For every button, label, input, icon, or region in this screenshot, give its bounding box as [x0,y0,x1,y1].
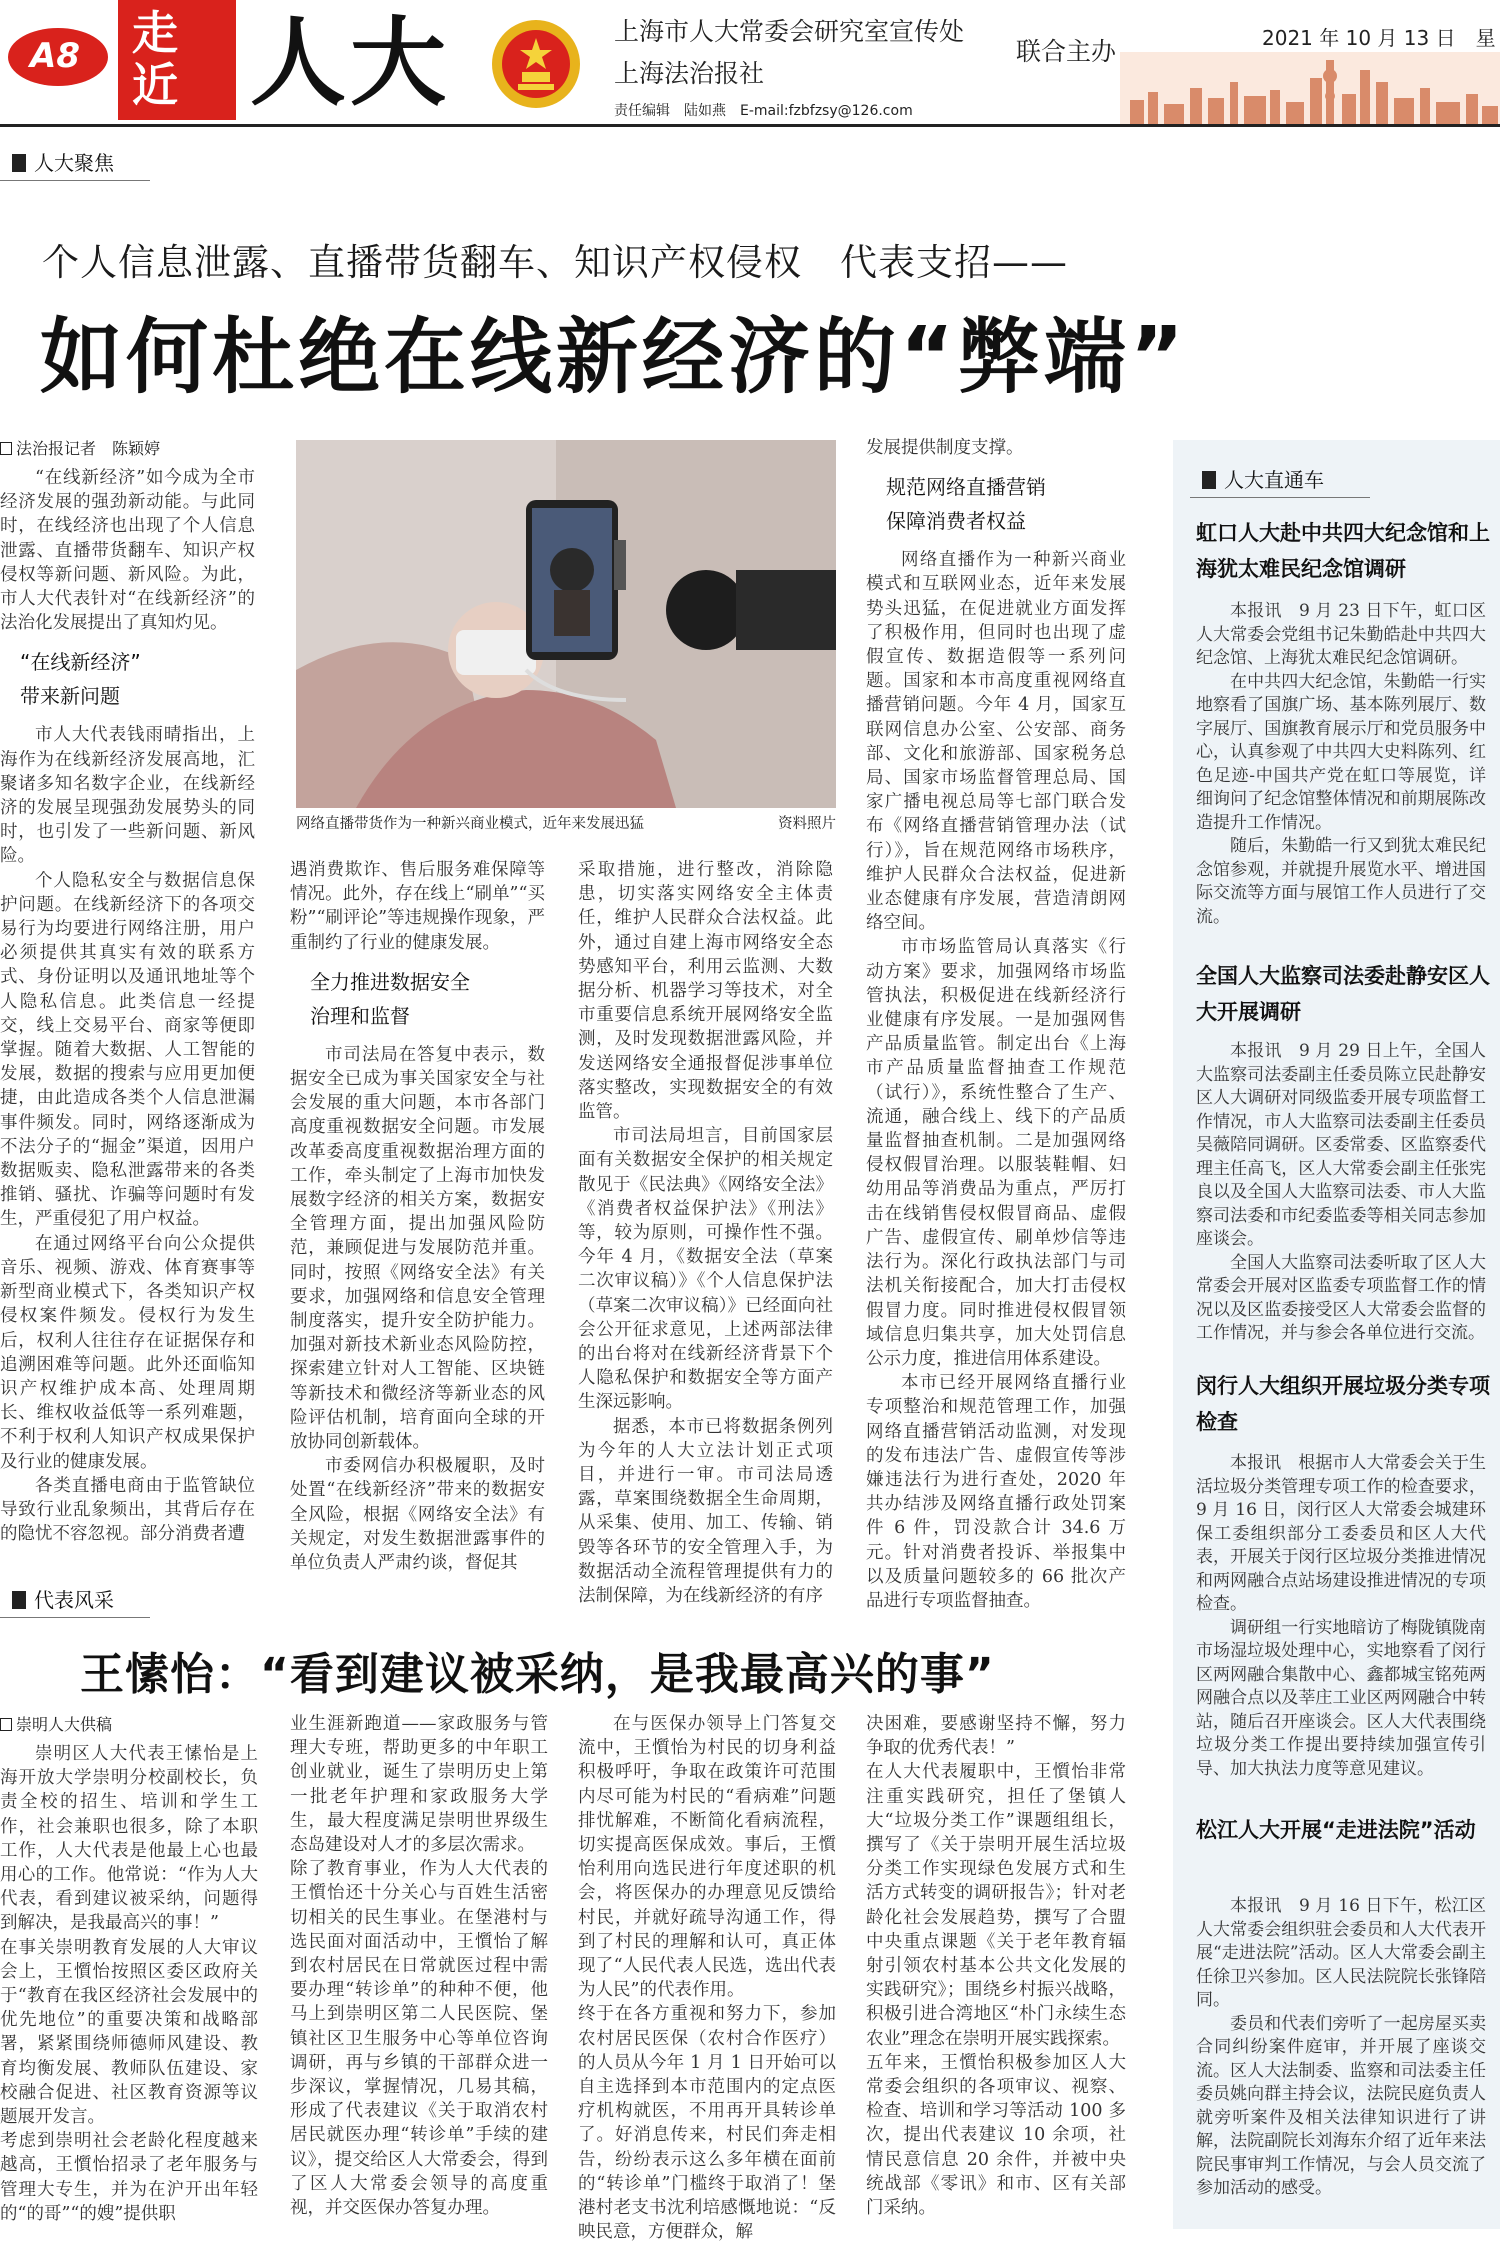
organizer-2: 上海法治报社 [614,59,765,88]
article-photo [296,440,836,808]
sidebar-section-tag [1190,462,1370,498]
page-number: A8 [30,36,80,76]
paragraph: “在线新经济”如今成为全市经济发展的强劲新动能。与此同时，在线经济也出现了个人信息泄露、直播带货翻车、知识产权侵权等新问题、新风险。为此，市人大代表针对“在线新经济”的法治化发展提出了真知灼见。 [0,468,255,634]
byline-text: 崇明人大供稿 [16,1715,113,1734]
subheading: “在线新经济” 带来新问题 [20,650,141,709]
editor-line: 责任编辑 陆如燕 E-mail:fzbfzsy@126.com [614,103,913,119]
paragraph: 本市已经开展网络直播行业专项整治和规范管理工作，加强网络直播营销活动监测，对发现的发布违法广告、虚假宣传等涉嫌违法行为进行查处，2020 年共办结涉及网络直播行政处罚案件 6 件，罚没款合计 34.6 万元。针对消费者投诉、举报集中以及质量问题较多的 66 批次产品进行专项监督抽查。 [866,1373,1126,1611]
sidebar-section-label: 人大直通车 [1224,468,1324,492]
paragraph: 采取措施，进行整改，消除隐患，切实落实网络安全主体责任，维护人民群众合法权益。此外，通过自建上海市网络安全态势感知平台，利用云监测、大数据分析、机器学习等技术，对全市重要信息系统开展网络安全监测，及时发现数据泄露风险，并发送网络安全通报督促涉事单位落实整改，实现数据安全的有效监管。 [578,860,833,1123]
paragraph: 委员和代表们旁听了一起房屋买卖合同纠纷案件庭审，并开展了座谈交流。区人大法制委、监察和司法委主任委员姚向群主持会议，法院民庭负责人就旁听案件及相关法律知识进行了讲解，法院副院长刘海东介绍了近年来法院民事审判工作情况，与会人员交流了参加活动的感受。 [1196,2013,1486,2198]
article2-column-2: 业生涯新跑道——家政服务与管理大专班，帮助更多的中年职工创业就业，诞生了崇明历史上第一批老年护理和家政服务大学生，最大程度满足崇明世界级生态岛建设对人才的多层次需求。 除了教育事业，作为人大代表的王懫怡还十分关心与百姓生活密切相关的民生事业。在堡港村与选民面对面活动中，王懫怡了解到农村居民在日常就医过程中需要办理“转诊单”的种种不便，他马上到崇明区第二人民医院、堡镇社区卫生服务中心等单位咨询调研，再与乡镇的干部群众进一步深议，掌握情况，几易其稿，形成了代表建议《关于取消农村居民就医办理“转诊单”手续的建议》，提交给区人大常委会，得到了区人大常委会领导的高度重视，并交医保办答复办理。 [290,1714,548,2219]
section-tag-representative [0,1582,114,1618]
paragraph: 在通过网络平台向公众提供音乐、视频、游戏、体育赛事等新型商业模式下，各类知识产权侵权案件频发。侵权行为发生后，权利人往往存在证据保存和追溯困难等问题。此外还面临知识产权维护成本高、处理周期长、维权收益低等一系列难题，不利于权利人知识产权成果保护及行业的健康发展。 [0,1233,255,1472]
sidebar-item-title: 全国人大监察司法委赴静安区人大开展调研 [1196,964,1490,1024]
section-tag-label: 人大聚焦 [34,151,114,175]
sidebar-item-body [1196,1895,1486,2215]
brand-title: 人大 [250,7,450,119]
photo-caption [296,812,836,833]
paragraph: 市委网信办积极履职，及时处置“在线新经济”带来的数据安全风险，根据《网络安全法》有关规定，对发生数据泄露事件的单位负责人严肃约谈，督促其 [290,1456,545,1574]
paragraph: 本报讯 9 月 16 日下午，松江区人大常委会组织驻会委员和人大代表开展“走进法院”活动。区人大常委会副主任徐卫兴参加。区人民法院院长张锋陪同。 [1196,1896,1486,2010]
byline [0,436,160,459]
paragraph: 市市场监管局认真落实《行动方案》要求，加强网络市场监管执法，积极促进在线新经济行业健康有序发展。一是加强网售产品质量监管。制定出台《上海市产品质量监督抽查工作规范（试行）》，系统性整合了生产、流通，融合线上、线下的产品质量监督抽查机制。二是加强网络侵权假冒治理。以服装鞋帽、妇幼用品等消费品为重点，严厉打击在线销售侵权假冒商品、虚假广告、虚假宣传、刷单炒信等违法行为。深化行政执法部门与司法机关衔接配合，加大打击侵权假冒力度。同时推进侵权假冒领域信息归集共享，加大处罚信息公示力度，推进信用体系建设。 [866,937,1126,1369]
byline-text: 法治报记者 陈颖婷 [16,439,161,458]
masthead [0,0,1500,128]
photo-caption-text: 网络直播带货作为一种新兴商业模式，近年来发展迅猛 [296,816,644,832]
paragraph: 在中共四大纪念馆，朱勤皓一行实地察看了国旗广场、基本陈列展厅、数字展厅、国旗教育展示厅和党员服务中心，认真参观了中共四大史料陈列、红色足迹-中国共产党在虹口等展览，详细询问了纪念馆整体情况和前期展陈改造提升工作情况。 [1196,671,1486,833]
article-column-1 [0,466,255,1545]
paragraph: 网络直播作为一种新兴商业模式和互联网业态，近年来发展势头迅猛，在促进就业方面发挥了积极作用，但同时也出现了虚假宣传、数据造假等一系列问题。国家和本市高度重视网络直播营销问题。今年 4 月，国家互联网信息办公室、公安部、商务部、文化和旅游部、国家税务总局、国家市场监督管理总局、国家广播电视总局等七部门联合发布《网络直播营销管理办法（试行）》，旨在规范网络市场秩序，维护人民群众合法权益，促进新业态健康有序发展，营造清朗网络空间。 [866,550,1126,934]
paragraph: 本报讯 9 月 23 日下午，虹口区人大常委会党组书记朱勤皓赴中共四大纪念馆、上海犹太难民纪念馆调研。 [1196,601,1486,668]
section-tag-renda-focus [0,145,1500,181]
issue-date: 2021 年 10 月 13 日 星 [1262,26,1496,50]
sidebar-item-body [1196,600,1486,929]
article-headline: 如何杜绝在线新经济的“弊端” [40,310,1188,405]
brand-char-2: 近 [132,58,178,112]
sidebar-item-body [1196,1040,1486,1346]
subheading: 规范网络直播营销 保障消费者权益 [886,475,1046,534]
paragraph: 据悉，本市已将数据条例列为今年的人大立法计划正式项目，并进行一审。市司法局透露，草案围绕数据全生命周期，从采集、使用、加工、传输、销毁等各环节的安全管理入手，为数据活动全流程管理提供有力的法制保障，为在线新经济的有序 [578,1416,833,1607]
skyline-illustration [1120,52,1500,124]
paragraph: 随后，朱勤皓一行又到犹太难民纪念馆参观，并就提升展览水平、增进国际交流等方面与展馆工作人员进行了交流。 [1196,836,1486,927]
photo-credit: 资料照片 [778,816,836,832]
paragraph: 市司法局在答复中表示，数据安全已成为事关国家安全与社会发展的重大问题，本市各部门高度重视数据安全问题。市发展改革委高度重视数据治理方面的工作，牵头制定了上海市加快发展数字经济的相关方案，数据安全管理方面，提出加强风险防范，兼顾促进与发展防范并重。同时，按照《网络安全法》有关要求，加强网络和信息安全管理制度落实，提升安全防护能力。加强对新技术新业态风险防控，探索建立针对人工智能、区块链等新技术和微经济等新业态的风险评估机制，培育面向全球的开放协同创新载体。 [290,1044,545,1453]
sidebar-item-title: 松江人大开展“走进法院”活动 [1196,1818,1476,1842]
article-headline-2: 王愫怡：“看到建议被采纳，是我最高兴的事” [80,1649,995,1700]
paragraph: 调研组一行实地暗访了梅陇镇陇南市场湿垃圾处理中心，实地察看了闵行区两网融合集散中心、鑫都城宝铭苑两网融合点以及莘庄工业区两网融合中转站，随后召开座谈会。区人大代表围绕垃圾分类工作提出要持续加强宣传引导、加大执法力度等意见建议。 [1196,1617,1486,1779]
sidebar-item-body [1196,1452,1486,1781]
masthead-rule [0,124,1500,127]
brand-char-1: 走 [132,6,178,60]
organizer-1: 上海市人大常委会研究室宣传处 [614,17,965,46]
paragraph: 本报讯 根据市人大常委会关于生活垃圾分类管理专项工作的检查要求，9 月 16 日，闵行区人大常委会城建环保工委组织部分工委委员和区人大代表，开展关于闵行区垃圾分类推进情况和两网融合点站场建设推进情况的专项检查。 [1196,1453,1486,1614]
brand-red-box [118,0,236,120]
paragraph: 个人隐私安全与数据信息保护问题。在线新经济下的各项交易行为均要进行网络注册，用户必须提供其真实有效的联系方式、身份证明以及通讯地址等个人隐私信息。此类信息一经提交，线上交易平台、商家等便即掌握。随着大数据、人工智能的发展，数据的搜索与应用更加便捷，由此造成各类个人信息泄漏事件频发。同时，网络逐渐成为不法分子的“掘金”渠道，因用户数据贩卖、隐私泄露带来的各类推销、骚扰、诈骗等问题时有发生，严重侵犯了用户权益。 [0,870,255,1230]
paragraph: 遇消费欺诈、售后服务难保障等情况。此外，存在线上“刷单”“买粉”“刷评论”等违规操作现象，严重制约了行业的健康发展。 [290,860,545,953]
paragraph: 市司法局坦言，目前国家层面有关数据安全保护的相关规定散见于《民法典》《网络安全法》《消费者权益保护法》《刑法》等，较为原则，可操作性不强。今年 4 月，《数据安全法（草案二次审议稿）》《个人信息保护法（草案二次审议稿）》已经面向社会公开征求意见，上述两部法律的出台将对在线新经济背景下个人隐私保护和数据安全等方面产生深远影响。 [578,1126,833,1413]
national-emblem-icon [490,18,582,110]
article-column-2 [290,858,545,1574]
page-number-badge [8,28,108,86]
paragraph: 全国人大监察司法委听取了区人大常委会开展对区监委专项监督工作的情况以及区监委接受区人大常委会监督的工作情况，并与参会各单位进行交流。 [1196,1252,1486,1343]
article2-column-1: 崇明区人大代表王愫怡是上海开放大学崇明分校副校长，负责全校的招生、培训和学生工作，社会兼职也很多，除了本职工作，人大代表是他最上心也最用心的工作。他常说：“作为人大代表，看到建议被采纳，问题得到解决，是我最高兴的事！” 在事关崇明教育发展的人大审议会上，王懫怡按照区委区政府关于“教育在我区经济社会发展中的优先地位”的重要决策和战略部署，紧紧围绕师德师风建设、教育均衡发展、教师队伍建设、家校融合促进、社区教育资源等议题展开发言。 考虑到崇明社会老龄化程度越来越高，王懫怡招录了老年服务与管理大专生，并为在沪开出年轻的“的哥”“的嫂”提供职 [0,1744,258,2224]
sidebar-item-title: 闵行人大组织开展垃圾分类专项检查 [1196,1374,1490,1434]
paragraph: 发展提供制度支撑。 [866,438,1024,458]
paragraph: 各类直播电商由于监管缺位导致行业乱象频出，其背后存在的隐忧不容忽视。部分消费者遭 [0,1475,255,1545]
article-column-4 [866,436,1126,1611]
byline-2 [0,1712,112,1735]
paragraph: 本报讯 9 月 29 日上午，全国人大监察司法委副主任委员陈立民赴静安区人大调研对同级监委开展专项监督工作情况，市人大监察司法委副主任委员吴薇陪同调研。区委常委、区监察委代理主任高飞，区人大常委会副主任张宪良以及全国人大监察司法委、市人大监察司法委和市纪委监委等相关同志参加座谈会。 [1196,1041,1486,1249]
cohost-label: 联合主办 [1016,37,1117,66]
article-deck: 个人信息泄露、直播带货翻车、知识产权侵权 代表支招—— [42,241,1068,284]
article-column-3 [578,858,833,1607]
paragraph: 市人大代表钱雨晴指出，上海作为在线新经济发展高地，汇聚诸多知名数字企业，在线新经济的发展呈现强劲发展势头的同时，也引发了一些新问题、新风险。 [0,725,255,867]
subheading: 全力推进数据安全 治理和监督 [310,969,470,1028]
article2-column-3: 在与医保办领导上门答复交流中，王懫怡为村民的切身利益积极呼吁，争取在政策许可范围内尽可能为村民的“看病难”问题排忧解难，不断简化看病流程，切实提高医保成效。事后，王懫怡利用向选民进行年度述职的机会，将医保办的办理意见反馈给村民，并就好疏导沟通工作，得到了村民的理解和认可，真正体现了“人民代表人民选，选出代表为人民”的代表作用。 终于在各方重视和努力下，参加农村居民医保（农村合作医疗）的人员从今年 1 月 1 日开始可以自主选择到本市范围内的定点医疗机构就医，不用再开具转诊单了。好消息传来，村民们奔走相告，纷纷表示这么多年横在面前的“转诊单”门槛终于取消了！堡港村老支书沈利培感慨地说：“反映民意，方便群众，解 [578,1714,836,2243]
article2-column-4: 决困难，要感谢坚持不懈，努力争取的优秀代表！” 在人大代表履职中，王懫怡非常注重实践研究，担任了堡镇人大“垃圾分类工作”课题组组长，撰写了《关于崇明开展生活垃圾分类工作实现绿色发展方式和生活方式转变的调研报告》；针对老龄化社会发展趋势，撰写了合盟中央重点课题《关于老年教育辐射引领农村基本公共文化发展的实践研究》；围绕乡村振兴战略，积极引进合湾地区“朴门永续生态农业”理念在崇明开展实践探索。 五年来，王懫怡积极参加区人大常委会组织的各项审议、视察、检查、培训和学习等活动 100 多次，提出代表建议 10 余项，社情民意信息 20 余件，并被中央统战部《零讯》和市、区有关部门采纳。 [866,1714,1126,2219]
section-tag-label: 代表风采 [34,1588,114,1612]
sidebar-item-title: 虹口人大赴中共四大纪念馆和上海犹太难民纪念馆调研 [1196,521,1490,581]
